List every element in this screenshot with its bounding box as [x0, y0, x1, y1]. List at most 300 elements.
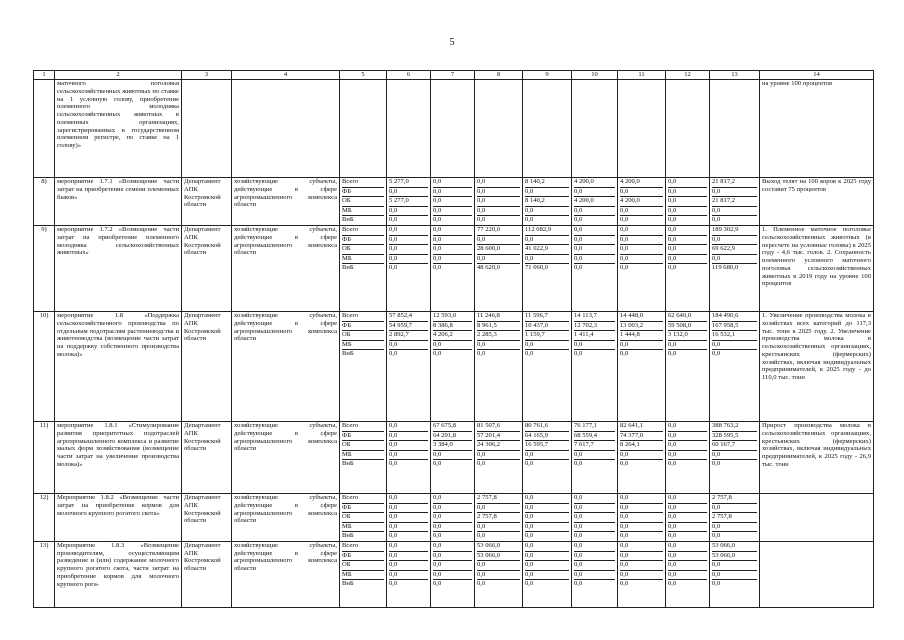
- amount-value: 53 066,0: [712, 552, 757, 562]
- funding-source-label: ФБ: [342, 322, 384, 332]
- amount-value: 0,0: [433, 245, 472, 255]
- amount-column: [475, 493, 523, 541]
- amount-value: 64 291,8: [433, 432, 472, 442]
- amount-value: 0,0: [525, 532, 534, 540]
- row-number: 13): [34, 541, 55, 607]
- funding-source-label: ВнБ: [342, 580, 354, 588]
- amount-column: [387, 421, 431, 493]
- column-number: 14: [760, 71, 874, 80]
- amount-value: 11 596,7: [525, 312, 569, 322]
- amount-value: 0,0: [433, 207, 472, 217]
- amount-value: 0,0: [433, 513, 472, 523]
- column-number: 9: [523, 71, 572, 80]
- amount-value: 0,0: [574, 255, 615, 265]
- amount-value: 0,0: [477, 451, 520, 461]
- amount-value: 0,0: [389, 580, 398, 588]
- row-number: 11): [34, 421, 55, 493]
- amount-column: [618, 311, 666, 421]
- expected-result: 1. Увеличение производства молока в хозяйствах всех категорий до 117,3 тыс. тонн к 2025 году. 2. Увеличение производства молока в сельскохозяйственных организациях, крестьянских (фермерских) хозяйствах, включая индивидуальных предпринимателей, к 2025 году - до 110,0 тыс. тонн: [760, 311, 874, 421]
- amount-column: [666, 178, 710, 226]
- amount-value: 0,0: [433, 216, 442, 224]
- amount-column: [572, 493, 618, 541]
- amount-value: 0,0: [668, 188, 707, 198]
- amount-value: 21 817,2: [712, 178, 757, 188]
- amount-value: 0,0: [389, 460, 398, 468]
- amount-value: 2 285,3: [477, 331, 520, 341]
- amount-value: 0,0: [574, 494, 615, 504]
- amount-value: 0,0: [389, 432, 428, 442]
- amount-value: 1 159,7: [525, 331, 569, 341]
- amount-value: 7 617,7: [574, 441, 615, 451]
- amount-column: [523, 311, 572, 421]
- amount-value: 0,0: [574, 451, 615, 461]
- column-number: 12: [666, 71, 710, 80]
- amount-value: 0,0: [525, 513, 569, 523]
- amount-value: 5 277,0: [389, 197, 428, 207]
- amount-value: 12 593,0: [433, 312, 472, 322]
- amount-value: 0,0: [433, 236, 472, 246]
- amount-value: 0,0: [574, 188, 615, 198]
- amount-column: [523, 421, 572, 493]
- amount-value: 0,0: [525, 561, 569, 571]
- funding-source-label: ОБ: [342, 513, 384, 523]
- measure-description: Мероприятие 1.8.3 «Возмещение производителям, осуществляющим разведение и (или) содержание молочного крупного рогатого скота, части затрат на приобретение кормов для молочного крупного рога-: [55, 541, 182, 607]
- amount-value: 0,0: [389, 571, 428, 581]
- amount-value: 0,0: [433, 350, 442, 358]
- amount-column: [572, 178, 618, 226]
- amount-value: 0,0: [620, 264, 629, 272]
- amount-value: 0,0: [620, 216, 629, 224]
- funding-source-label: МБ: [342, 255, 384, 265]
- amount-column: [666, 541, 710, 607]
- amount-value: 13 003,2: [620, 322, 663, 332]
- amount-value: 0,0: [574, 341, 615, 351]
- row-number: 10): [34, 311, 55, 421]
- empty-cell: [618, 80, 666, 178]
- amount-value: 53 066,0: [477, 542, 520, 552]
- amount-value: 0,0: [389, 422, 428, 432]
- expected-result: Выход телят на 100 коров к 2025 году составит 75 процентов: [760, 178, 874, 226]
- row-number: 8): [34, 178, 55, 226]
- executor: Департамент АПК Костромской области: [182, 225, 232, 311]
- funding-sources: [340, 178, 387, 226]
- measure-description: маточного поголовья сельскохозяйственных животных по ставке на 1 условную голову, приобретение племенного молодняка сельскохозяйственных животных в племенных организациях, зарегистрированных в государственном племенном регистре, по ставке на 1 голову)»: [55, 80, 182, 178]
- amount-value: 0,0: [574, 207, 615, 217]
- amount-value: 0,0: [525, 350, 534, 358]
- amount-value: 0,0: [668, 494, 707, 504]
- amount-column: [475, 178, 523, 226]
- amount-value: 54 959,7: [389, 322, 428, 332]
- amount-value: 0,0: [668, 523, 707, 533]
- amount-value: 0,0: [620, 580, 629, 588]
- amount-value: 59 508,0: [668, 322, 707, 332]
- measure-description: мероприятие 1.8.1 «Стимулирование развития приоритетных подотраслей агропромышленного комплекса и развитие малых форм хозяйствования (возмещение части затрат на увеличение производства молока)»: [55, 421, 182, 493]
- amount-value: 189 302,9: [712, 226, 757, 236]
- amount-value: 0,0: [668, 513, 707, 523]
- row-number: 12): [34, 493, 55, 541]
- funding-source-label: МБ: [342, 571, 384, 581]
- amount-value: 0,0: [525, 216, 534, 224]
- amount-value: 0,0: [525, 504, 569, 514]
- measure-description: мероприятие 1.7.1 «Возмещение части затрат на приобретение семени племенных быков»: [55, 178, 182, 226]
- amount-value: 1 411,4: [574, 331, 615, 341]
- amount-value: 0,0: [389, 552, 428, 562]
- funding-source-label: ФБ: [342, 432, 384, 442]
- amount-value: 0,0: [620, 460, 629, 468]
- empty-cell: [387, 80, 431, 178]
- amount-value: 0,0: [620, 542, 663, 552]
- amount-value: 0,0: [668, 197, 707, 207]
- amount-value: 0,0: [620, 513, 663, 523]
- column-number: 1: [34, 71, 55, 80]
- amount-value: 0,0: [389, 226, 428, 236]
- amount-value: 0,0: [433, 178, 472, 188]
- amount-value: 0,0: [525, 523, 569, 533]
- column-number: 10: [572, 71, 618, 80]
- empty-cell: [475, 80, 523, 178]
- amount-column: [387, 493, 431, 541]
- amount-value: 0,0: [433, 451, 472, 461]
- column-number: 4: [232, 71, 340, 80]
- participants: хозяйствующие субъекты, действующие в сфере агропромышленного комплекса области: [232, 421, 340, 493]
- amount-value: 0,0: [477, 207, 520, 217]
- amount-value: 0,0: [433, 197, 472, 207]
- amount-value: 0,0: [389, 245, 428, 255]
- amount-value: 48 620,0: [477, 264, 501, 272]
- amount-value: 4 200,0: [620, 178, 663, 188]
- amount-value: 0,0: [477, 236, 520, 246]
- amount-value: 0,0: [574, 552, 615, 562]
- funding-sources: [340, 225, 387, 311]
- amount-value: 11 246,8: [477, 312, 520, 322]
- amount-value: 0,0: [668, 441, 707, 451]
- amount-value: 0,0: [712, 188, 757, 198]
- amount-value: 0,0: [574, 571, 615, 581]
- column-number: 8: [475, 71, 523, 80]
- amount-value: 62 640,0: [668, 312, 707, 322]
- amount-column: [431, 493, 475, 541]
- amount-value: 0,0: [712, 350, 721, 358]
- column-number: 5: [340, 71, 387, 80]
- amount-column: [431, 178, 475, 226]
- amount-value: 82 641,1: [620, 422, 663, 432]
- measure-row: [34, 421, 874, 493]
- amount-value: 0,0: [620, 561, 663, 571]
- measure-description: Мероприятие 1.8.2 «Возмещение части затрат на приобретение кормов для молочного крупного рогатого скота»: [55, 493, 182, 541]
- amount-value: 0,0: [389, 523, 428, 533]
- amount-value: 0,0: [712, 460, 721, 468]
- empty-cell: [232, 80, 340, 178]
- amount-value: 0,0: [525, 341, 569, 351]
- amount-value: 0,0: [574, 216, 583, 224]
- amount-value: 0,0: [389, 188, 428, 198]
- amount-value: 0,0: [668, 460, 677, 468]
- amount-value: 0,0: [668, 580, 677, 588]
- amount-value: 0,0: [525, 494, 569, 504]
- amount-column: [572, 225, 618, 311]
- amount-value: 0,0: [620, 245, 663, 255]
- empty-cell: [431, 80, 475, 178]
- amount-value: 0,0: [433, 494, 472, 504]
- amount-value: 0,0: [477, 580, 486, 588]
- amount-value: 0,0: [389, 255, 428, 265]
- amount-value: 5 277,0: [389, 178, 428, 188]
- empty-cell: [182, 80, 232, 178]
- amount-column: [666, 421, 710, 493]
- empty-cell: [666, 80, 710, 178]
- column-number: 6: [387, 71, 431, 80]
- amount-value: 0,0: [620, 532, 629, 540]
- amount-column: [710, 225, 760, 311]
- amount-column: [666, 225, 710, 311]
- amount-value: 0,0: [525, 542, 569, 552]
- funding-source-label: ОБ: [342, 197, 384, 207]
- measure-description: мероприятие 1.8 «Поддержка сельскохозяйственного производства по отдельным подотраслям растениеводства и животноводства (возмещение части затрат на поддержку собственного производства молока)»: [55, 311, 182, 421]
- amount-value: 0,0: [668, 451, 707, 461]
- amount-value: 0,0: [574, 460, 583, 468]
- amount-value: 68 559,4: [574, 432, 615, 442]
- amount-value: 0,0: [477, 255, 520, 265]
- amount-column: [387, 541, 431, 607]
- amount-value: 184 490,6: [712, 312, 757, 322]
- amount-value: 53 066,0: [712, 542, 757, 552]
- amount-value: 0,0: [620, 188, 663, 198]
- amount-value: 0,0: [389, 216, 398, 224]
- amount-value: 0,0: [620, 255, 663, 265]
- amount-value: 0,0: [712, 504, 757, 514]
- funding-source-label: МБ: [342, 341, 384, 351]
- empty-cell: [523, 80, 572, 178]
- amount-value: 0,0: [389, 264, 398, 272]
- amount-column: [710, 178, 760, 226]
- amount-value: 0,0: [620, 523, 663, 533]
- amount-value: 0,0: [668, 422, 707, 432]
- amount-value: 0,0: [433, 542, 472, 552]
- amount-value: 0,0: [712, 255, 757, 265]
- funding-source-label: ФБ: [342, 504, 384, 514]
- amount-column: [431, 541, 475, 607]
- amount-value: 57 852,4: [389, 312, 428, 322]
- amount-value: 0,0: [668, 178, 707, 188]
- amount-value: 3 384,0: [433, 441, 472, 451]
- amount-value: 81 507,6: [477, 422, 520, 432]
- amount-value: 0,0: [525, 580, 534, 588]
- amount-value: 0,0: [574, 542, 615, 552]
- amount-value: 0,0: [389, 236, 428, 246]
- amount-column: [387, 311, 431, 421]
- funding-source-label: ФБ: [342, 188, 384, 198]
- amount-value: 0,0: [525, 207, 569, 217]
- amount-value: 0,0: [712, 571, 757, 581]
- amount-value: 0,0: [668, 341, 707, 351]
- amount-value: 2 757,8: [477, 494, 520, 504]
- amount-value: 0,0: [712, 532, 721, 540]
- amount-column: [710, 311, 760, 421]
- amount-value: 0,0: [620, 494, 663, 504]
- amount-value: 2 757,8: [712, 494, 757, 504]
- amount-value: 0,0: [712, 207, 757, 217]
- amount-column: [710, 421, 760, 493]
- amount-value: 0,0: [433, 561, 472, 571]
- amount-column: [475, 541, 523, 607]
- amount-value: 0,0: [433, 523, 472, 533]
- amount-value: 0,0: [574, 236, 615, 246]
- amount-value: 0,0: [574, 580, 583, 588]
- amount-value: 388 763,2: [712, 422, 757, 432]
- amount-value: 0,0: [477, 341, 520, 351]
- amount-value: 0,0: [668, 542, 707, 552]
- amount-column: [387, 225, 431, 311]
- amount-value: 0,0: [712, 523, 757, 533]
- amount-value: 0,0: [668, 532, 677, 540]
- amount-column: [431, 225, 475, 311]
- funding-source-label: Всего: [342, 542, 384, 552]
- amount-value: 8 140,2: [525, 178, 569, 188]
- amount-value: 0,0: [477, 350, 486, 358]
- amount-value: 0,0: [433, 264, 442, 272]
- measure-row: [34, 493, 874, 541]
- amount-column: [618, 225, 666, 311]
- amount-value: 0,0: [525, 451, 569, 461]
- measure-row: [34, 311, 874, 421]
- row-number: [34, 80, 55, 178]
- amount-column: [572, 311, 618, 421]
- amount-value: 2 757,8: [477, 513, 520, 523]
- amount-value: 4 200,0: [620, 197, 663, 207]
- amount-value: 14 113,7: [574, 312, 615, 322]
- amount-value: 0,0: [389, 561, 428, 571]
- amount-value: 0,0: [668, 216, 677, 224]
- amount-value: 0,0: [574, 504, 615, 514]
- funding-source-label: ФБ: [342, 236, 384, 246]
- amount-column: [475, 311, 523, 421]
- amount-value: 0,0: [668, 504, 707, 514]
- continuation-row: [34, 80, 874, 178]
- amount-value: 4 206,2: [433, 331, 472, 341]
- amount-value: 0,0: [620, 341, 663, 351]
- amount-value: 0,0: [668, 245, 707, 255]
- funding-source-label: ОБ: [342, 245, 384, 255]
- amount-value: 0,0: [389, 504, 428, 514]
- amount-value: 0,0: [574, 561, 615, 571]
- amount-value: 0,0: [389, 341, 428, 351]
- measure-description: мероприятие 1.7.2 «Возмещение части затрат на приобретение племенного молодняка сельскохозяйственных животных»: [55, 225, 182, 311]
- amount-column: [387, 178, 431, 226]
- funding-source-label: ОБ: [342, 441, 384, 451]
- amount-value: 0,0: [477, 178, 520, 188]
- amount-value: 57 201,4: [477, 432, 520, 442]
- column-number-row: [34, 71, 874, 80]
- amount-value: 0,0: [525, 571, 569, 581]
- amount-value: 0,0: [525, 188, 569, 198]
- amount-value: 0,0: [574, 523, 615, 533]
- amount-column: [431, 311, 475, 421]
- participants: хозяйствующие субъекты, действующие в сфере агропромышленного комплекса области: [232, 493, 340, 541]
- amount-value: 0,0: [433, 580, 442, 588]
- amount-value: 0,0: [433, 552, 472, 562]
- amount-value: 3 132,0: [668, 331, 707, 341]
- funding-source-label: ОБ: [342, 331, 384, 341]
- amount-value: 0,0: [620, 552, 663, 562]
- amount-value: 0,0: [477, 523, 520, 533]
- amount-value: 0,0: [620, 207, 663, 217]
- amount-value: 0,0: [620, 451, 663, 461]
- amount-value: 0,0: [668, 561, 707, 571]
- amount-value: 0,0: [574, 513, 615, 523]
- amount-value: 112 082,9: [525, 226, 569, 236]
- amount-column: [523, 225, 572, 311]
- amount-value: 0,0: [433, 571, 472, 581]
- amount-value: 2 892,7: [389, 331, 428, 341]
- amount-value: 10 437,0: [525, 322, 569, 332]
- amount-column: [618, 178, 666, 226]
- participants: хозяйствующие субъекты, действующие в сфере агропромышленного комплекса области: [232, 225, 340, 311]
- amount-value: 8 386,8: [433, 322, 472, 332]
- amount-value: 0,0: [668, 207, 707, 217]
- participants: хозяйствующие субъекты, действующие в сфере агропромышленного комплекса области: [232, 541, 340, 607]
- amount-value: 69 622,9: [712, 245, 757, 255]
- expected-result: Прирост производства молока в сельскохозяйственных организациях, крестьянских (фермерских) хозяйствах, включая индивидуальных предпринимателей, к 2025 году - 26,9 тыс. тонн: [760, 421, 874, 493]
- amount-value: 0,0: [668, 255, 707, 265]
- amount-value: 4 200,0: [574, 197, 615, 207]
- amount-value: 21 817,2: [712, 197, 757, 207]
- funding-sources: [340, 421, 387, 493]
- amount-value: 8 264,1: [620, 441, 663, 451]
- amount-column: [523, 178, 572, 226]
- amount-value: 0,0: [668, 571, 707, 581]
- amount-value: 0,0: [574, 264, 583, 272]
- amount-value: 2 757,8: [712, 513, 757, 523]
- amount-value: 0,0: [525, 255, 569, 265]
- page-number: 5: [449, 37, 455, 48]
- participants: хозяйствующие субъекты, действующие в сфере агропромышленного комплекса области: [232, 311, 340, 421]
- amount-value: 0,0: [433, 341, 472, 351]
- amount-value: 0,0: [477, 504, 520, 514]
- amount-value: 0,0: [712, 580, 721, 588]
- amount-column: [572, 541, 618, 607]
- funding-source-label: МБ: [342, 523, 384, 533]
- funding-sources: [340, 311, 387, 421]
- amount-value: 0,0: [389, 532, 398, 540]
- amount-value: 0,0: [389, 207, 428, 217]
- amount-value: 0,0: [620, 226, 663, 236]
- amount-value: 76 177,1: [574, 422, 615, 432]
- amount-column: [618, 541, 666, 607]
- funding-source-label: Всего: [342, 178, 384, 188]
- amount-value: 0,0: [574, 245, 615, 255]
- amount-value: 0,0: [477, 532, 486, 540]
- amount-value: 24 306,2: [477, 441, 520, 451]
- amount-value: 0,0: [668, 264, 677, 272]
- amount-column: [475, 421, 523, 493]
- amount-value: 0,0: [389, 542, 428, 552]
- funding-source-label: ОБ: [342, 561, 384, 571]
- amount-value: 0,0: [433, 255, 472, 265]
- expected-result: [760, 541, 874, 607]
- amount-value: 0,0: [477, 460, 486, 468]
- amount-value: 14 448,0: [620, 312, 663, 322]
- column-number: 11: [618, 71, 666, 80]
- amount-value: 60 167,7: [712, 441, 757, 451]
- amount-value: 0,0: [477, 561, 520, 571]
- amount-value: 0,0: [433, 504, 472, 514]
- funding-source-label: ВнБ: [342, 460, 354, 468]
- expected-result: 1. Племенное маточное поголовье сельскохозяйственных животных (в пересчете на условные головы) к 2025 году - 4,6 тыс. голов. 2. Сохранность племенного условного маточного поголовья сельскохозяйственных животных в 2019 году на уровне 100 процентов: [760, 225, 874, 311]
- amount-column: [523, 493, 572, 541]
- amount-value: 0,0: [525, 460, 534, 468]
- amount-value: 4 200,0: [574, 178, 615, 188]
- amount-column: [431, 421, 475, 493]
